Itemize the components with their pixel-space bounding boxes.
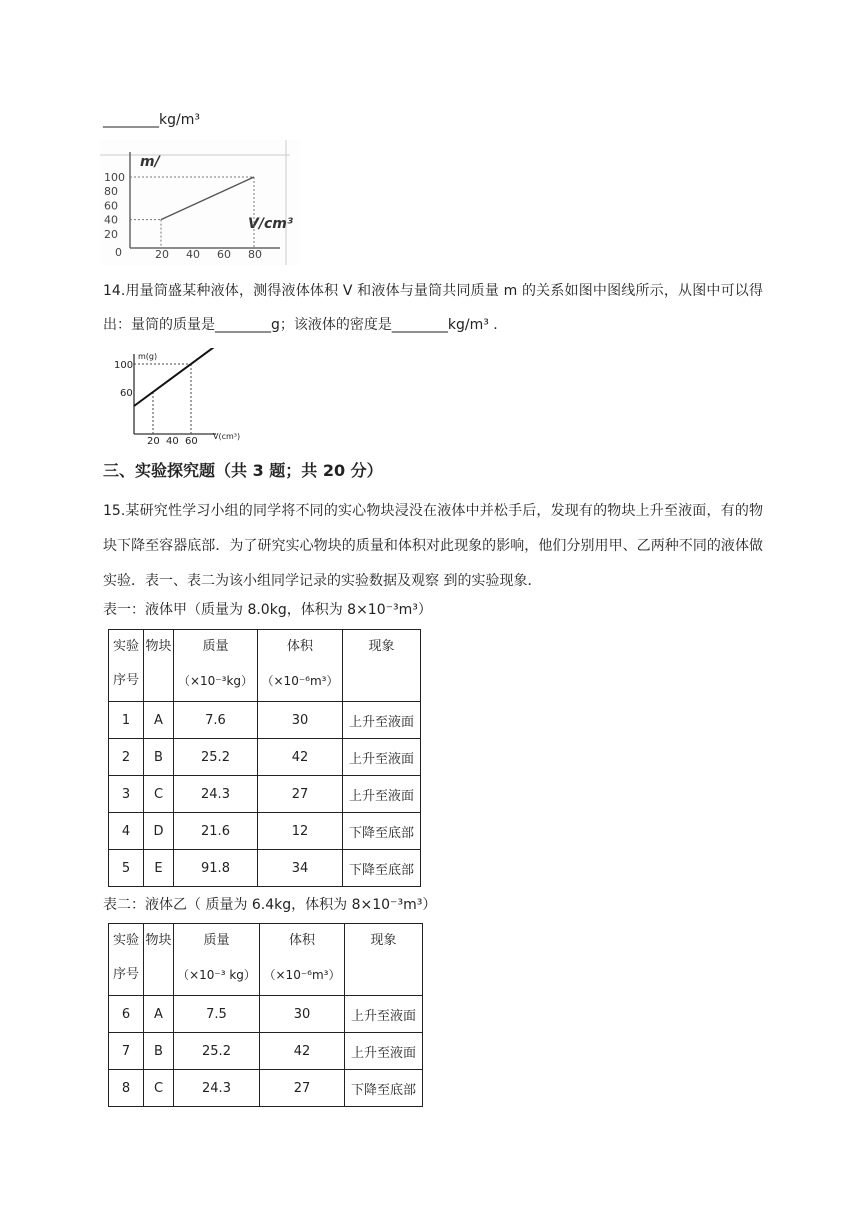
- cell-block: D: [144, 813, 174, 850]
- table-2-header-volume: 体积 （×10⁻⁶m³）: [260, 924, 345, 996]
- table-row: [109, 850, 421, 887]
- table-1-header-phenomenon: 现象: [343, 630, 421, 702]
- answer-blank: ________: [103, 112, 159, 128]
- cell-volume: 42: [258, 739, 343, 776]
- table-1-header-volume: 体积 （×10⁻⁶m³）: [258, 630, 343, 702]
- cell-volume: 27: [260, 1070, 345, 1107]
- cell-seq: 5: [109, 850, 144, 887]
- cell-block: B: [144, 739, 174, 776]
- cell-result: 上升至液面: [343, 776, 421, 813]
- cell-mass: 24.3: [174, 776, 258, 813]
- cell-mass: 91.8: [174, 850, 258, 887]
- cell-mass: 21.6: [174, 813, 258, 850]
- cell-volume: 34: [258, 850, 343, 887]
- cell-block: A: [144, 702, 174, 739]
- graph-2-y-ticks: [114, 360, 133, 399]
- cell-seq: 4: [109, 813, 144, 850]
- table-2-header-phenomenon: 现象: [345, 924, 423, 996]
- cell-block: E: [144, 850, 174, 887]
- cell-result: 下降至底部: [345, 1070, 423, 1107]
- table-row: [109, 1033, 423, 1070]
- graph-1-y-tick: 100: [104, 171, 125, 184]
- question-15: 15.某研究性学习小组的同学将不同的实心物块浸没在液体中并松手后，发现有的物块上升至液面，有的物块下降至容器底部．为了研究实心物块的质量和体积对此现象的影响，他们分别用甲、乙两种不同的液体做实验．表一、表二为该小组同学记录的实验数据及观察 到的实验现象．: [103, 503, 763, 589]
- table-1-header-seq: 实验 序号: [109, 630, 144, 702]
- cell-block: C: [144, 1070, 174, 1107]
- table-1: [108, 629, 421, 887]
- graph-1-x-tick: 60: [217, 248, 231, 261]
- question-14: 14.用量筒盛某种液体，测得液体体积 V 和液体与量筒共同质量 m 的关系如图中图线所示，从图中可以得出：量筒的质量是________g；该液体的密度是________kg/m³ .: [103, 283, 763, 333]
- cell-volume: 30: [260, 996, 345, 1033]
- cell-volume: 42: [260, 1033, 345, 1070]
- table-row: [109, 1070, 423, 1107]
- answer-unit: kg/m³: [159, 112, 200, 128]
- graph-2-y-tick: 100: [114, 360, 134, 371]
- graph-1-origin: 0: [115, 246, 122, 259]
- table-1-header-block: 物块: [144, 630, 174, 702]
- cell-result: 上升至液面: [343, 739, 421, 776]
- table-2-header-block: 物块: [144, 924, 174, 996]
- cell-volume: 30: [258, 702, 343, 739]
- graph-2-x-tick: 60: [185, 436, 198, 446]
- cell-volume: 27: [258, 776, 343, 813]
- table-1-caption: 表一：液体甲（质量为 8.0kg，体积为 8×10⁻³m³）: [103, 602, 432, 618]
- graph-2: [112, 348, 262, 446]
- graph-2-y-label: m(g): [138, 352, 158, 361]
- cell-mass: 24.3: [174, 1070, 260, 1107]
- cell-seq: 6: [109, 996, 144, 1033]
- cell-result: 下降至底部: [343, 813, 421, 850]
- cell-result: 上升至液面: [345, 1033, 423, 1070]
- table-2-header-mass: 质量 （×10⁻³ kg）: [174, 924, 260, 996]
- cell-result: 上升至液面: [345, 996, 423, 1033]
- cell-result: 上升至液面: [343, 702, 421, 739]
- graph-1-x-tick: 80: [248, 248, 262, 261]
- graph-1-y-tick: 40: [104, 213, 118, 227]
- graph-2-x-label: V(cm³): [213, 432, 241, 441]
- cell-block: C: [144, 776, 174, 813]
- answer-line: [103, 110, 200, 130]
- graph-1-x-tick: 20: [155, 248, 169, 261]
- cell-seq: 7: [109, 1033, 144, 1070]
- table-1-header-mass: 质量 （×10⁻³kg）: [174, 630, 258, 702]
- graph-1-y-tick: 60: [104, 199, 118, 213]
- table-2: [108, 923, 423, 1107]
- section-3-heading: 三、实验探究题（共 3 题；共 20 分）: [103, 461, 383, 480]
- cell-mass: 7.5: [174, 996, 260, 1033]
- graph-2-x-tick: 40: [166, 436, 179, 446]
- cell-mass: 25.2: [174, 739, 258, 776]
- cell-mass: 25.2: [174, 1033, 260, 1070]
- graph-1-y-label: m/: [140, 154, 160, 170]
- cell-seq: 8: [109, 1070, 144, 1107]
- cell-seq: 1: [109, 702, 144, 739]
- table-2-caption: 表二：液体乙（ 质量为 6.4kg，体积为 8×10⁻³m³）: [103, 897, 437, 913]
- cell-seq: 2: [109, 739, 144, 776]
- table-row: [109, 739, 421, 776]
- graph-2-x-ticks: [147, 436, 198, 446]
- cell-mass: 7.6: [174, 702, 258, 739]
- graph-1: [100, 140, 300, 265]
- table-2-header-seq: 实验 序号: [109, 924, 144, 996]
- graph-1-y-tick: 20: [104, 227, 118, 241]
- table-row: [109, 996, 423, 1033]
- cell-seq: 3: [109, 776, 144, 813]
- graph-2-x-tick: 20: [147, 436, 160, 446]
- cell-block: A: [144, 996, 174, 1033]
- table-row: [109, 702, 421, 739]
- graph-1-x-tick: 40: [186, 248, 200, 261]
- graph-2-y-tick: 60: [120, 388, 133, 399]
- cell-block: B: [144, 1033, 174, 1070]
- cell-volume: 12: [258, 813, 343, 850]
- table-row: [109, 776, 421, 813]
- table-row: [109, 813, 421, 850]
- graph-1-y-tick: 80: [104, 185, 118, 199]
- cell-result: 下降至底部: [343, 850, 421, 887]
- graph-1-x-label: V/cm³: [248, 216, 293, 232]
